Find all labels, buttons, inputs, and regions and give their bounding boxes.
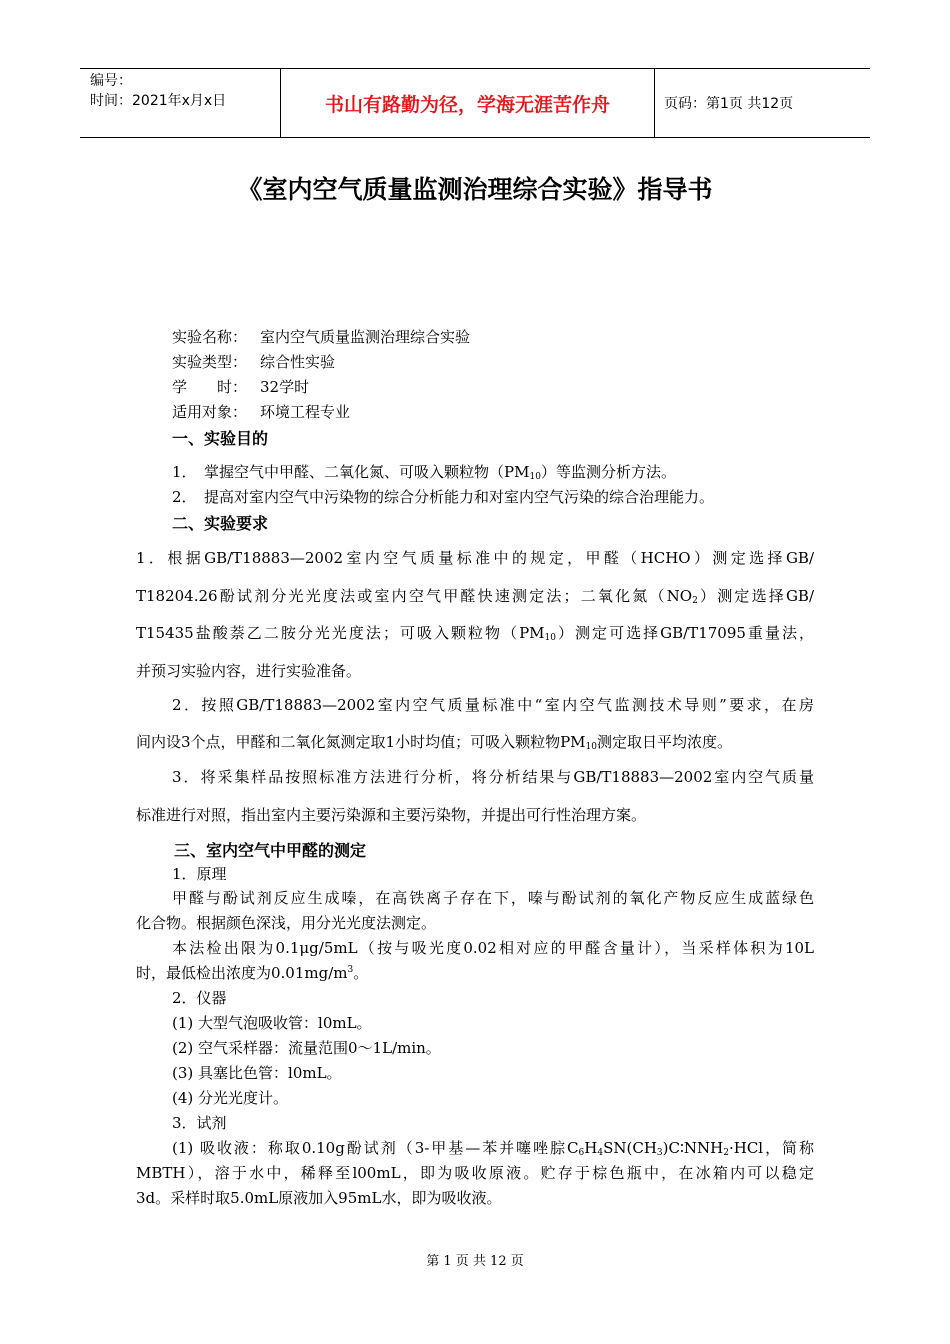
info-value: 综合性实验 [260,353,336,371]
info-value: 32学时 [260,378,310,396]
subheading-principle: 1．原理 [172,865,227,883]
subscript: 10 [585,742,597,752]
instrument-item-3: (3) 具塞比色管：l0mL。 [172,1064,342,1082]
superscript: 3 [347,965,354,975]
doc-number-label: 编号： [90,73,132,89]
text: SN(CH [603,1139,657,1157]
text: T18204.26酚试剂分光光度法或室内空气甲醛快速测定法；二氧化氮（NO [136,587,693,605]
subscript: 10 [544,633,556,643]
text: 。 [353,964,369,982]
req-1-line-2 [136,585,814,606]
subscript: 2 [692,596,698,606]
principle-line-3: 本法检出限为0.1μg/5mL（按与吸光度0.02相对应的甲醛含量计），当采样体积为10L [172,939,814,957]
req-1-line-4: 并预习实验内容，进行实验准备。 [136,662,362,680]
principle-line-2: 化合物。根据颜色深浅，用分光光度法测定。 [136,914,437,932]
section-heading-formaldehyde: 三、室内空气中甲醛的测定 [174,841,367,860]
instrument-item-2: (2) 空气采样器：流量范围0～1L/min。 [172,1039,441,1057]
text: ）测定可选择GB/T17095重量法， [556,624,814,642]
text: 1． 掌握空气中甲醛、二氧化氮、可吸入颗粒物（PM [172,463,530,481]
section-heading-requirements: 二、实验要求 [172,514,269,533]
instrument-item-1: (1) 大型气泡吸收管：l0mL。 [172,1014,372,1032]
subscript: 6 [578,1148,585,1158]
req-3-line-1: 3．将采集样品按照标准方法进行分析，将分析结果与GB/T18883—2002室内空气质量 [172,768,814,786]
info-row-type [172,351,335,372]
subheading-reagents: 3．试剂 [172,1114,227,1132]
text: ）测定选择GB/ [697,587,814,605]
info-key: 学 时： [172,378,248,396]
header-page-info: 页码：第1页 共12页 [664,96,794,112]
req-1-line-1: 1．根据GB/T18883—2002室内空气质量标准中的规定，甲醛（HCHO）测定选择GB/ [136,549,814,567]
subscript: 2 [723,1148,729,1158]
doc-time-label: 时间：2021年x月x日 [90,93,227,109]
principle-line-1: 甲醛与酚试剂反应生成嗪，在高铁离子存在下，嗪与酚试剂的氧化产物反应生成蓝绿色 [172,889,814,907]
header-table [80,68,870,138]
text: (1) 吸收液：称取0.10g酚试剂（3-甲基—苯并噻唑腙C [172,1139,579,1157]
text: T15435盐酸萘乙二胺分光光度法；可吸入颗粒物（PM [136,624,545,642]
text: )C∶NNH [662,1139,724,1157]
reagent-line-1 [136,1137,814,1158]
document-title: 《室内空气质量监测治理综合实验》指导书 [237,175,713,204]
principle-line-4 [136,962,368,983]
subscript: 3 [656,1148,663,1158]
purpose-item-1 [172,461,676,482]
text: 时，最低检出浓度为0.01mg/m [136,964,348,982]
req-2-line-2 [136,731,732,752]
purpose-item-2: 2． 提高对室内空气中污染物的综合分析能力和对室内空气污染的综合治理能力。 [172,488,715,506]
req-3-line-2: 标准进行对照，指出室内主要污染源和主要污染物，并提出可行性治理方案。 [136,806,647,824]
text: H [584,1139,598,1157]
text: ·HCl，简称 [728,1139,815,1157]
info-key: 实验类型： [172,353,248,371]
req-2-line-1: 2．按照GB/T18883—2002室内空气质量标准中“室内空气监测技术导则”要求，在房 [172,696,814,714]
header-motto: 书山有路勤为径，学海无涯苦作舟 [281,69,655,137]
text: ）等监测分析方法。 [540,463,676,481]
info-row-hours [172,376,309,397]
section-heading-purpose: 一、实验目的 [172,429,269,448]
reagent-line-2: MBTH），溶于水中，稀释至l00mL，即为吸收原液。贮存于棕色瓶中，在冰箱内可以稳定 [136,1164,814,1182]
reagent-line-3: 3d。采样时取5.0mL原液加入95mL水，即为吸收液。 [136,1189,502,1207]
info-value: 室内空气质量监测治理综合实验 [260,328,471,346]
subscript: 4 [597,1148,604,1158]
req-1-line-3 [136,622,814,643]
info-value: 环境工程专业 [260,403,351,421]
info-row-name [172,326,470,347]
header-left-cell [80,69,281,137]
info-key: 实验名称： [172,328,248,346]
instrument-item-4: (4) 分光光度计。 [172,1089,289,1107]
text: 间内设3个点，甲醛和二氧化氮测定取1小时均值；可吸入颗粒物PM [136,733,586,751]
text: 测定取日平均浓度。 [597,733,733,751]
page-footer: 第 1 页 共 12 页 [426,1254,524,1269]
subscript: 10 [529,472,541,482]
subheading-instruments: 2．仪器 [172,989,227,1007]
info-key: 适用对象： [172,403,248,421]
info-row-audience [172,401,350,422]
